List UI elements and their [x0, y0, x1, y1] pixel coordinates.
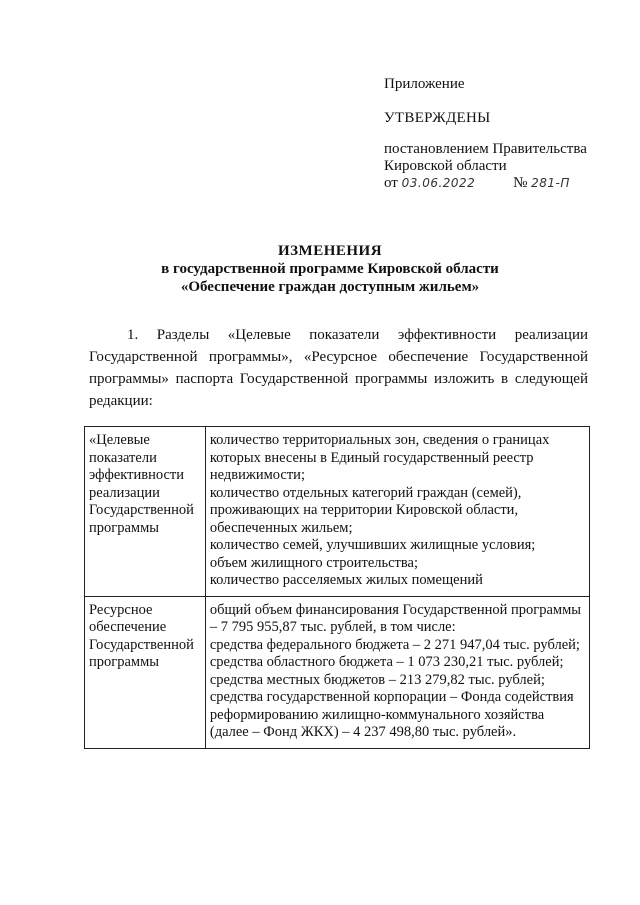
date-number-line [384, 175, 624, 192]
date-prefix: от [384, 175, 398, 191]
table-cell-content [205, 427, 589, 597]
cell-line: количество отдельных категорий граждан (семей), проживающих на территории Кировской области, обеспеченных жильем; [209, 484, 522, 536]
approved-label: УТВЕРЖДЕНЫ [384, 110, 491, 126]
heading-line-2: в государственной программе Кировской области [161, 261, 499, 277]
appendix-label: Приложение [384, 76, 465, 92]
cell-line: количество семей, улучшивших жилищные условия; [209, 537, 536, 553]
table-row [85, 427, 590, 597]
table-cell-content [205, 596, 589, 748]
cell-line: объем жилищного строительства; [209, 554, 418, 571]
table-cell-label: «Целевые показатели эффективности реализации Государственной программы [85, 427, 206, 597]
cell-line: количество территориальных зон, сведения о границах которых внесены в Единый государственный реестр недвижимости; [209, 432, 550, 483]
cell-line: средства местных бюджетов – 213 279,82 тыс. рублей; [209, 671, 545, 688]
handwritten-number: 281-П [531, 176, 570, 190]
heading-title: ИЗМЕНЕНИЯ [277, 243, 383, 259]
table-cell-label: Ресурсное обеспечение Государственной программы [85, 596, 206, 748]
resolution-text [384, 141, 624, 192]
table-row [85, 596, 590, 748]
passport-table [84, 426, 590, 749]
cell-line: средства областного бюджета – 1 073 230,21 тыс. рублей; [209, 654, 564, 670]
paragraph-1: 1. Разделы «Целевые показатели эффективности реализации Государственной программы», «Ресурсное обеспечение Государственной программы» паспорта Государственной программы изложить в следующей редакции: [89, 327, 588, 409]
resolution-line-2: Кировской области [384, 158, 507, 174]
resolution-line-1: постановлением Правительства [384, 141, 587, 157]
cell-line: средства государственной корпорации – Фонда содействия реформированию жилищно-коммунального хозяйства (далее – Фонд ЖКХ) – 4 237 498,80 тыс. рублей». [209, 689, 574, 740]
document-heading [0, 242, 640, 296]
cell-line: общий объем финансирования Государственной программы – 7 795 955,87 тыс. рублей, в том числе: [209, 601, 581, 635]
number-prefix: № [513, 175, 528, 191]
approval-block [384, 76, 624, 192]
cell-line: количество расселяемых жилых помещений [209, 572, 483, 588]
cell-line: средства федерального бюджета – 2 271 947,04 тыс. рублей; [209, 636, 580, 653]
handwritten-date: 03.06.2022 [401, 176, 476, 190]
heading-line-3: «Обеспечение граждан доступным жильем» [180, 279, 480, 295]
